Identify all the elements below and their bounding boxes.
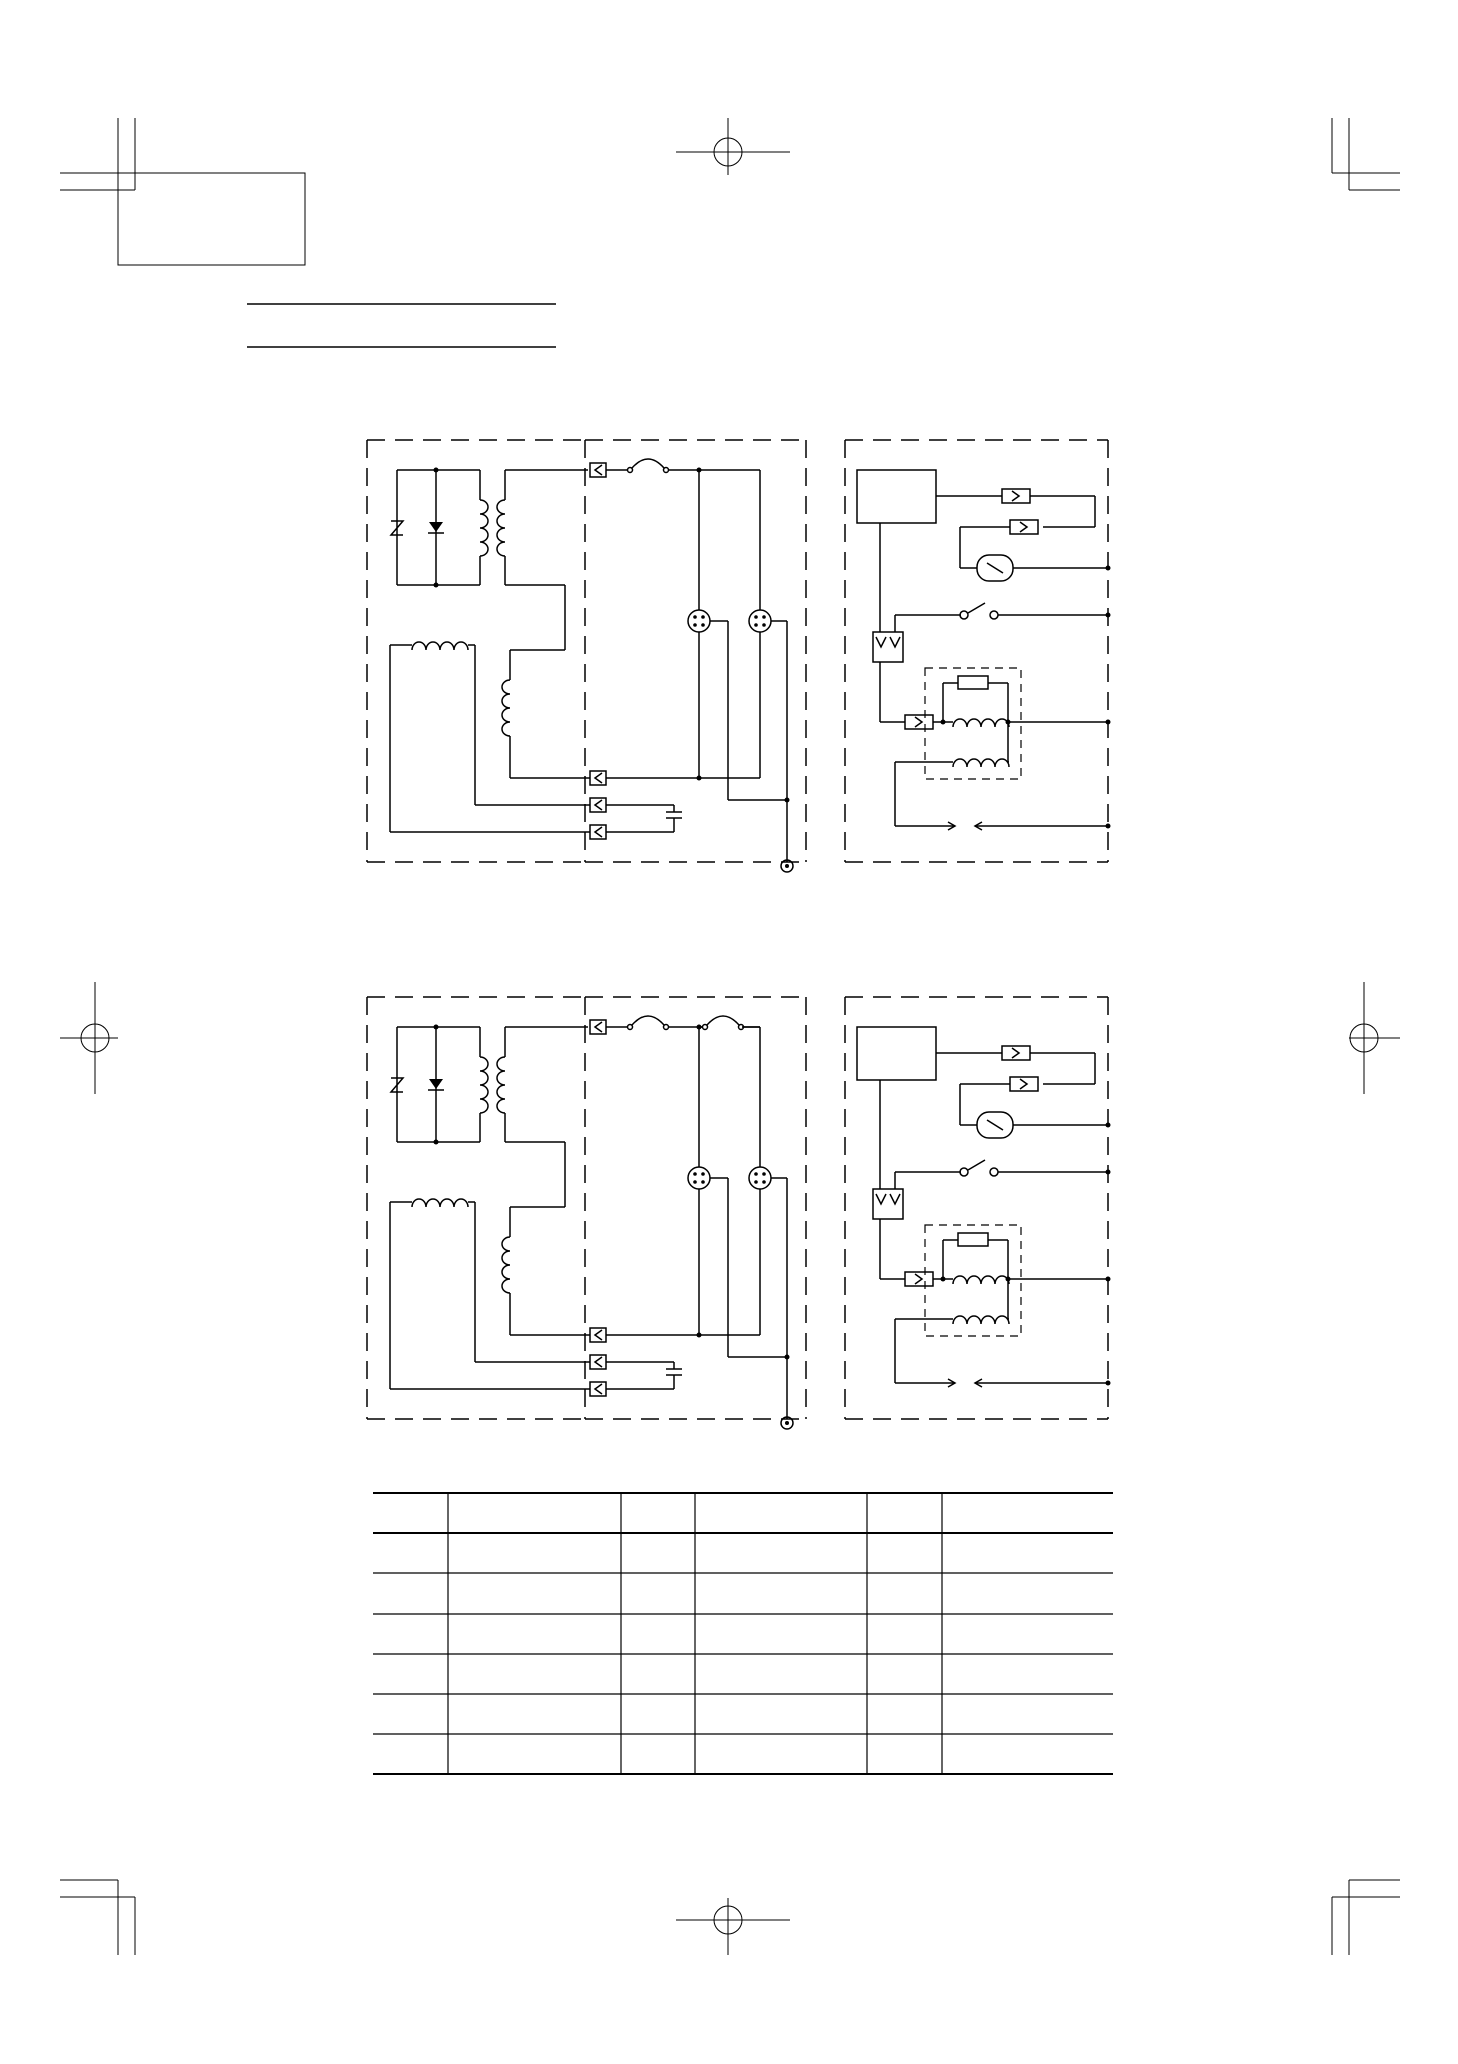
connector-b — [1010, 520, 1038, 534]
connector-c — [905, 715, 933, 729]
registration-target-top — [676, 118, 790, 175]
rectifier-block — [391, 468, 588, 681]
terminal-connector-3 — [590, 798, 606, 812]
control-unit-box — [857, 470, 936, 523]
registration-target-bottom — [676, 1898, 790, 1955]
transformer-primary-coil — [480, 470, 488, 585]
crop-mark-bottom-left — [60, 1880, 135, 1955]
power-switch-icon — [960, 603, 998, 619]
thermal-fuse-1 — [606, 459, 760, 473]
crop-mark-top-right — [1332, 118, 1400, 190]
lamp-socket-2-icon — [749, 610, 771, 632]
motor-coil-1 — [953, 719, 1009, 727]
registration-target-right — [1349, 982, 1400, 1094]
capacitor-icon — [606, 805, 682, 832]
terminal-connector-1 — [590, 463, 606, 477]
section-title-rules — [247, 304, 556, 347]
lamp-circuit — [606, 468, 790, 863]
choke-coil — [390, 642, 475, 832]
resistor-icon — [958, 676, 988, 689]
ballast-coil — [502, 680, 510, 778]
motor-coil-2 — [953, 759, 1009, 767]
header-box — [118, 173, 305, 265]
thermostat-switch-icon — [977, 555, 1013, 581]
wiring-diagram-2 — [367, 997, 1111, 1429]
lamp-socket-1-icon — [688, 610, 710, 632]
terminal-connector-4 — [590, 825, 606, 839]
wiring-diagram-1 — [367, 440, 1111, 872]
parts-table — [373, 1493, 1113, 1774]
crop-mark-top-left — [60, 118, 135, 265]
diode-icon — [428, 522, 444, 533]
connector-a — [1002, 489, 1030, 503]
thermal-fuse-2 — [699, 1012, 760, 1032]
terminal-connector-2 — [590, 771, 606, 785]
ballast-enclosure — [367, 440, 806, 862]
transformer-secondary-coil — [497, 470, 588, 680]
plug-icon — [873, 632, 903, 662]
crop-mark-bottom-right — [1332, 1880, 1400, 1955]
control-enclosure — [845, 440, 1108, 862]
registration-target-left — [60, 982, 118, 1094]
crop-marks — [60, 118, 1400, 1955]
